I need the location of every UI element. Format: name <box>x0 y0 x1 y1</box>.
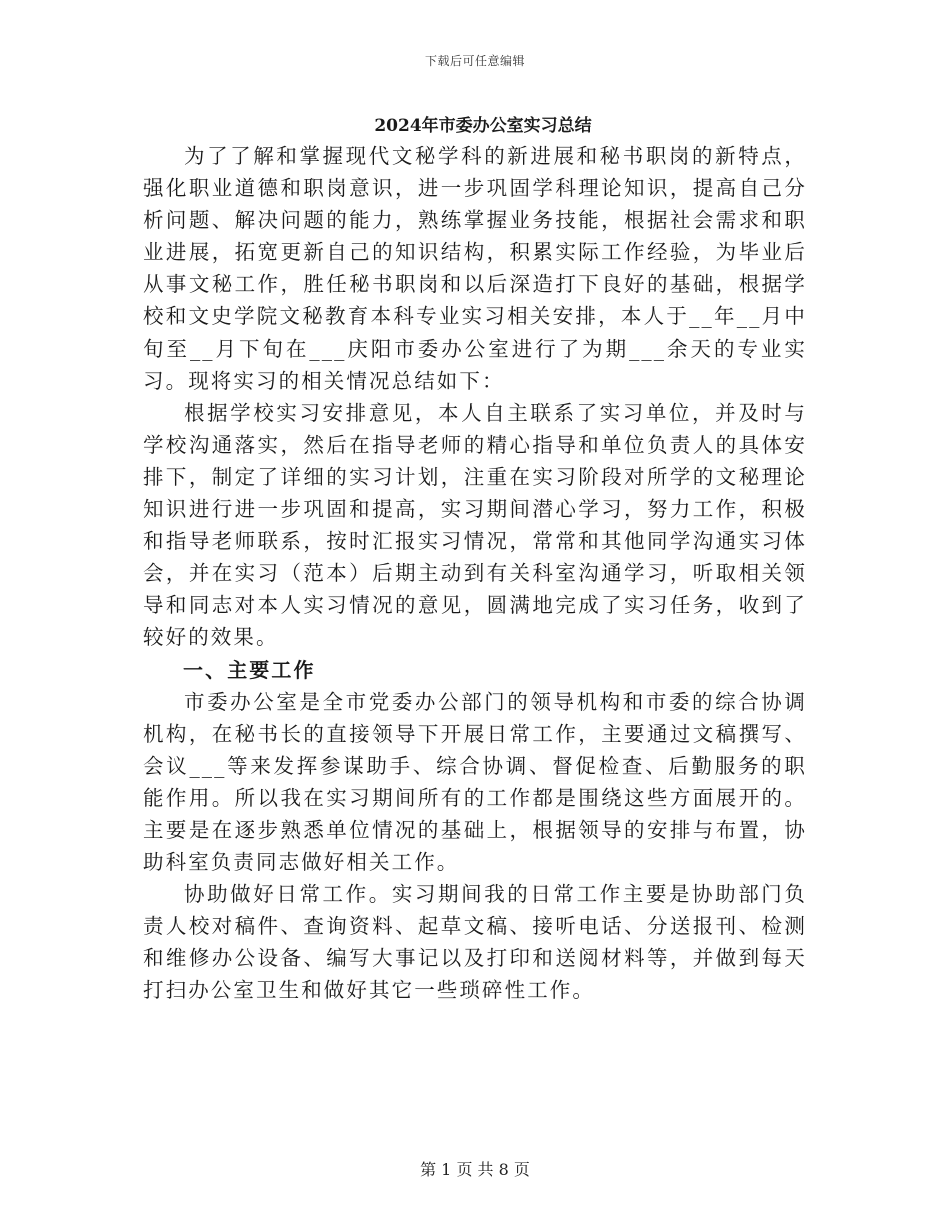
document-body <box>143 112 807 1007</box>
document-title: 2024年市委办公室实习总结 <box>374 116 592 136</box>
paragraph-intro: 为了了解和掌握现代文秘学科的新进展和秘书职岗的新特点，强化职业道德和职岗意识，进一步巩固学科理论知识，提高自己分析问题、解决问题的能力，熟练掌握业务技能，根据社会需求和职业进展，拓宽更新自己的知识结构，积累实际工作经验，为毕业后从事文秘工作，胜任秘书职岗和以后深造打下良好的基础，根据学校和文史学院文秘教育本科专业实习相关安排，本人于__年__月中旬至__月下旬在___庆阳市委办公室进行了为期___余天的专业实习。现将实习的相关情况总结如下： <box>143 144 807 393</box>
page-header-note: 下载后可任意编辑 <box>424 54 525 68</box>
section-heading-main-work: 一、主要工作 <box>183 657 316 682</box>
paragraph-daily-work: 协助做好日常工作。实习期间我的日常工作主要是协助部门负责人校对稿件、查询资料、起草文稿、接听电话、分送报刊、检测和维修办公设备、编写大事记以及打印和送阅材料等，并做到每天打扫办公室卫生和做好其它一些琐碎性工作。 <box>143 882 807 1003</box>
page-number-footer: 第 1 页 共 8 页 <box>420 1160 530 1179</box>
paragraph-arrangement: 根据学校实习安排意见，本人自主联系了实习单位，并及时与学校沟通落实，然后在指导老师的精心指导和单位负责人的具体安排下，制定了详细的实习计划，注重在实习阶段对所学的文秘理论知识进行进一步巩固和提高，实习期间潜心学习，努力工作，积极和指导老师联系，按时汇报实习情况，常常和其他同学沟通实习体会，并在实习（范本）后期主动到有关科室沟通学习，听取相关领导和同志对本人实习情况的意见，圆满地完成了实习任务，收到了较好的效果。 <box>143 400 807 650</box>
paragraph-office-role: 市委办公室是全市党委办公部门的领导机构和市委的综合协调机构，在秘书长的直接领导下开展日常工作，主要通过文稿撰写、会议___等来发挥参谋助手、综合协调、督促检查、后勤服务的职能作用。所以我在实习期间所有的工作都是围绕这些方面展开的。主要是在逐步熟悉单位情况的基础上，根据领导的安排与布置，协助科室负责同志做好相关工作。 <box>143 689 807 875</box>
